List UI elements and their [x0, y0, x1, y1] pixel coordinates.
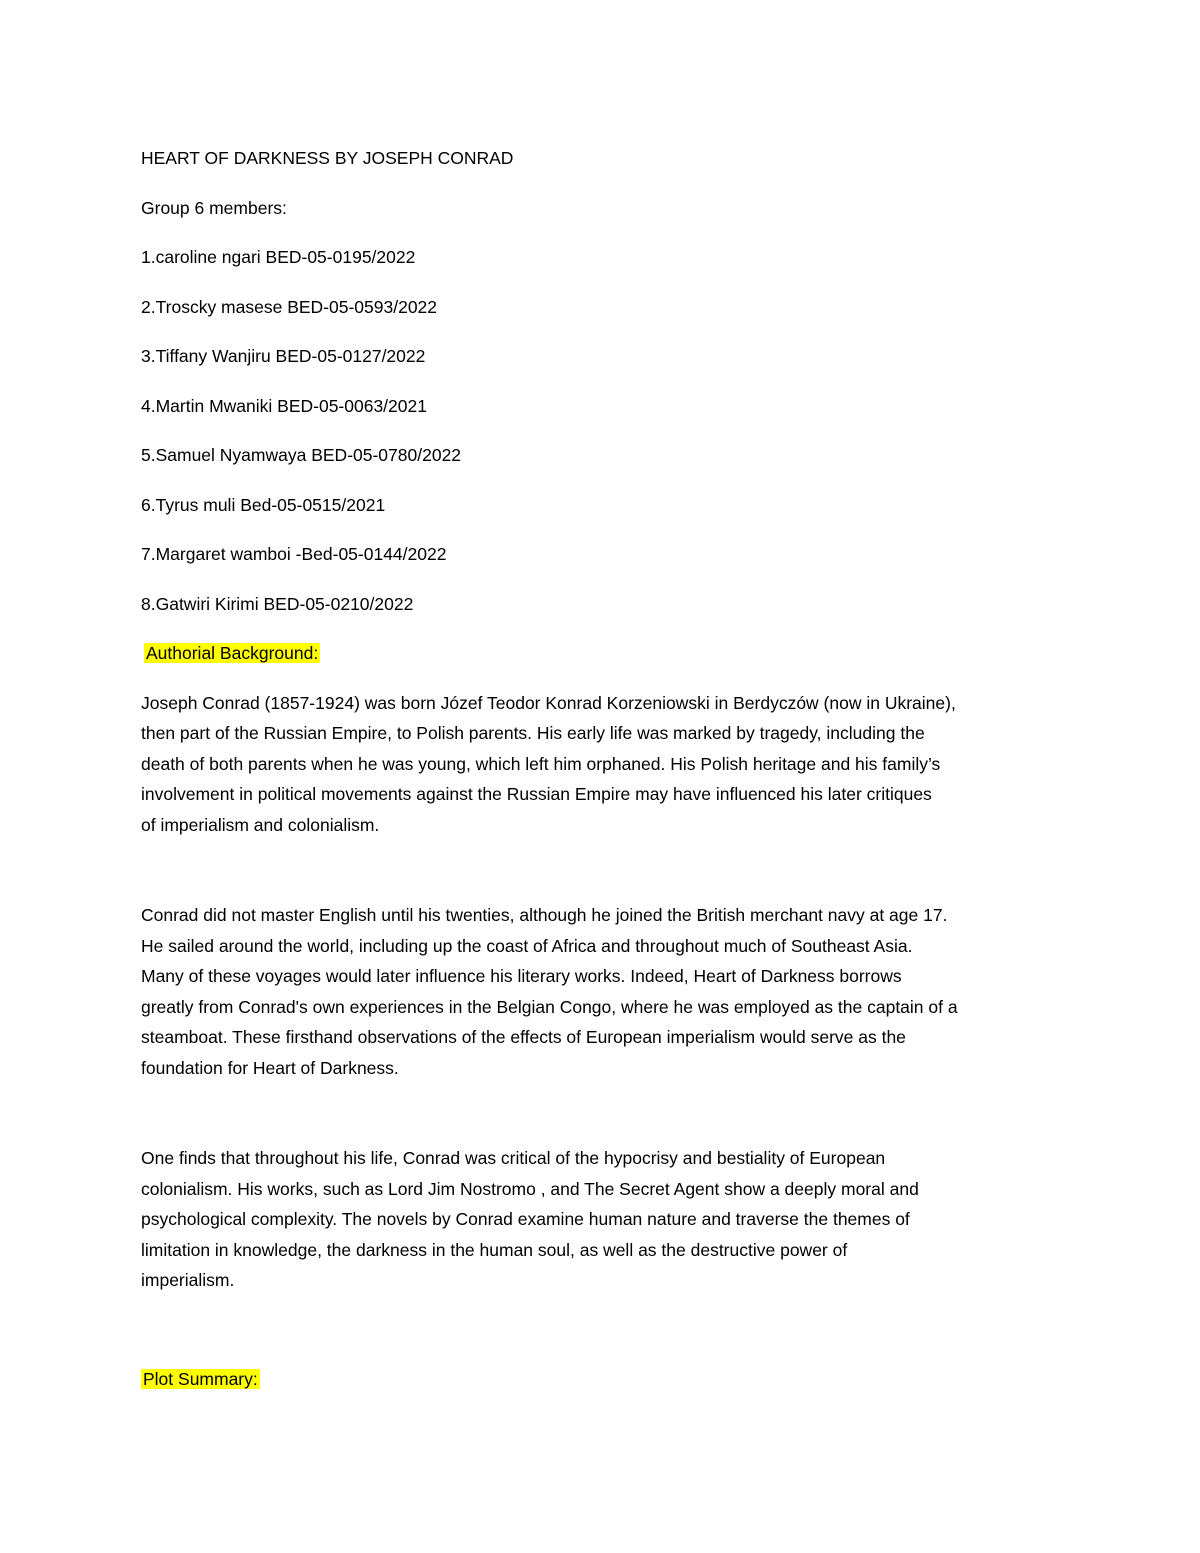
- document-title: HEART OF DARKNESS BY JOSEPH CONRAD: [141, 148, 514, 168]
- group-label: Group 6 members:: [141, 197, 287, 218]
- plot-summary-heading: Plot Summary:: [143, 1368, 258, 1389]
- paragraph-line: Many of these voyages would later influence his literary works. Indeed, Heart of Darkness borrows: [141, 966, 902, 986]
- authorial-heading-line: [141, 638, 1071, 669]
- paragraph-line: colonialism. His works, such as Lord Jim Nostromo , and The Secret Agent show a deeply moral and: [141, 1178, 919, 1199]
- member-list: [141, 242, 1071, 619]
- member-item: 4.Martin Mwaniki BED-05-0063/2021: [141, 395, 427, 416]
- document-body: [141, 143, 1071, 1394]
- paragraph-voyages: [141, 900, 1071, 1083]
- member-item: 6.Tyrus muli Bed-05-0515/2021: [141, 494, 386, 515]
- paragraph-line: steamboat. These firsthand observations of the effects of European imperialism would serve as the: [141, 1027, 906, 1047]
- member-item: 2.Troscky masese BED-05-0593/2022: [141, 296, 438, 317]
- paragraph-critique: [141, 1143, 1071, 1296]
- paragraph-line: then part of the Russian Empire, to Polish parents. His early life was marked by tragedy, including the: [141, 723, 925, 743]
- paragraph-line: Conrad did not master English until his twenties, although he joined the British merchant navy at age 17.: [141, 905, 948, 925]
- paragraph-line: imperialism.: [141, 1270, 235, 1290]
- paragraph-line: involvement in political movements against the Russian Empire may have influenced his later critiques: [141, 784, 932, 804]
- paragraph-line: One finds that throughout his life, Conrad was critical of the hypocrisy and bestiality of European: [141, 1148, 886, 1168]
- member-item: 3.Tiffany Wanjiru BED-05-0127/2022: [141, 346, 426, 366]
- member-item: 1.caroline ngari BED-05-0195/2022: [141, 247, 416, 267]
- plot-heading-line: [141, 1364, 1071, 1395]
- paragraph-line: Joseph Conrad (1857-1924) was born Józef Teodor Konrad Korzeniowski in Berdyczów (now in Ukraine),: [141, 692, 956, 713]
- paragraph-line: psychological complexity. The novels by Conrad examine human nature and traverse the themes of: [141, 1209, 910, 1229]
- paragraph-line: limitation in knowledge, the darkness in the human soul, as well as the destructive power of: [141, 1239, 848, 1260]
- paragraph-line: He sailed around the world, including up the coast of Africa and throughout much of Southeast Asia.: [141, 935, 913, 956]
- paragraph-line: greatly from Conrad's own experiences in the Belgian Congo, where he was employed as the captain of a: [141, 996, 958, 1017]
- authorial-background-heading: Authorial Background:: [146, 643, 319, 663]
- paragraph-line: of imperialism and colonialism.: [141, 814, 380, 835]
- paragraph-line: foundation for Heart of Darkness.: [141, 1057, 399, 1078]
- member-item: 7.Margaret wamboi -Bed-05-0144/2022: [141, 544, 447, 564]
- member-item: 8.Gatwiri Kirimi BED-05-0210/2022: [141, 593, 414, 614]
- paragraph-early-life: [141, 688, 1071, 841]
- member-item: 5.Samuel Nyamwaya BED-05-0780/2022: [141, 445, 462, 465]
- paragraph-line: death of both parents when he was young, which left him orphaned. His Polish heritage and his family’s: [141, 753, 941, 774]
